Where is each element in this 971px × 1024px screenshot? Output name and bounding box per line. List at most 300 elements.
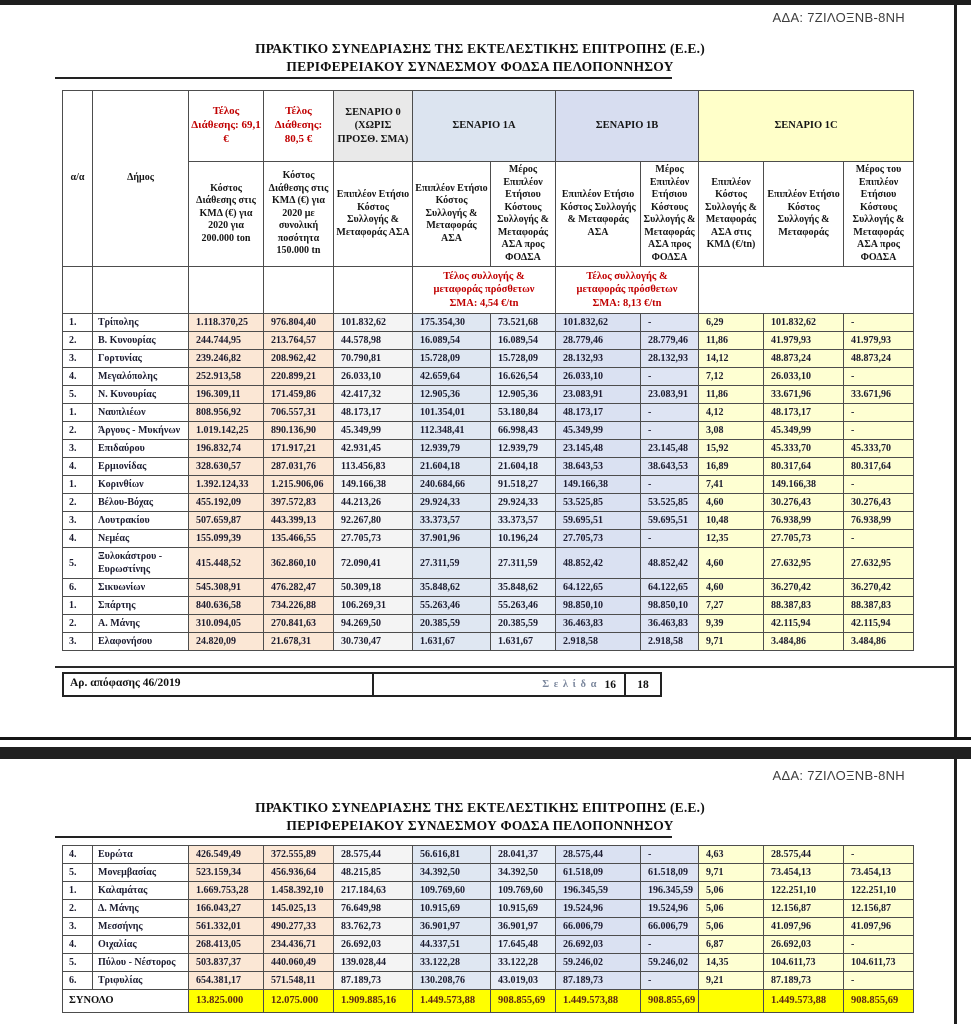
value-cell: 149.166,38 bbox=[556, 476, 641, 494]
value-cell: 33.122,28 bbox=[491, 954, 556, 972]
table-row bbox=[63, 918, 914, 936]
value-cell: 23.083,91 bbox=[556, 386, 641, 404]
scenario-0-label: ΣΕΝΑΡΙΟ 0 (ΧΩΡΙΣ ΠΡΟΣΘ. ΣΜΑ) bbox=[334, 91, 413, 162]
value-cell: 21.604,18 bbox=[491, 458, 556, 476]
value-cell: 239.246,82 bbox=[189, 350, 264, 368]
value-cell: 28.575,44 bbox=[764, 846, 844, 864]
value-cell: 456.936,64 bbox=[264, 864, 334, 882]
value-cell: 14,12 bbox=[699, 350, 764, 368]
col-header-cost-69: Κόστος Διάθεσης στις ΚΜΔ (€) για 2020 για 200.000 ton bbox=[189, 162, 264, 267]
value-cell: 28.132,93 bbox=[556, 350, 641, 368]
page-break-line bbox=[0, 737, 971, 740]
page-word: Σ ε λ ί δ α bbox=[542, 679, 598, 690]
value-cell: 43.019,03 bbox=[491, 972, 556, 990]
value-cell: - bbox=[641, 936, 699, 954]
value-cell: 101.832,62 bbox=[556, 314, 641, 332]
decision-number: Αρ. απόφασης 46/2019 bbox=[64, 674, 374, 695]
value-cell: 15,92 bbox=[699, 440, 764, 458]
value-cell: 23.083,91 bbox=[641, 386, 699, 404]
value-cell: 26.033,10 bbox=[764, 368, 844, 386]
value-cell: 64.122,65 bbox=[556, 579, 641, 597]
ada-code-page2: ΑΔΑ: 7ΖΙΛΟΞΝΒ-8ΝΗ bbox=[772, 768, 905, 783]
value-cell: 19.524,96 bbox=[641, 900, 699, 918]
municipality-name: Λουτρακίου bbox=[93, 512, 189, 530]
value-cell: 38.643,53 bbox=[556, 458, 641, 476]
value-cell: 53.180,84 bbox=[491, 404, 556, 422]
value-cell: 109.769,60 bbox=[491, 882, 556, 900]
table-body-page2 bbox=[63, 846, 914, 1013]
value-cell: 12.156,87 bbox=[844, 900, 914, 918]
value-cell: 33.373,57 bbox=[413, 512, 491, 530]
value-cell: 21.678,31 bbox=[264, 633, 334, 651]
value-cell: 26.033,10 bbox=[556, 368, 641, 386]
row-index: 2. bbox=[63, 422, 93, 440]
table-row bbox=[63, 864, 914, 882]
value-cell: 45.349,99 bbox=[764, 422, 844, 440]
value-cell: 41.979,93 bbox=[764, 332, 844, 350]
value-cell: 27.705,73 bbox=[556, 530, 641, 548]
value-cell: 41.097,96 bbox=[764, 918, 844, 936]
value-cell: 109.769,60 bbox=[413, 882, 491, 900]
value-cell: - bbox=[641, 530, 699, 548]
total-value-cell: 1.449.573,88 bbox=[764, 990, 844, 1013]
value-cell: 26.033,10 bbox=[334, 368, 413, 386]
value-cell: 16,89 bbox=[699, 458, 764, 476]
total-value-cell: 908.855,69 bbox=[491, 990, 556, 1013]
value-cell: 106.269,31 bbox=[334, 597, 413, 615]
value-cell: 26.692,03 bbox=[556, 936, 641, 954]
value-cell: 196.345,59 bbox=[641, 882, 699, 900]
value-cell: 76.938,99 bbox=[764, 512, 844, 530]
value-cell: 33.671,96 bbox=[844, 386, 914, 404]
value-cell: 76.938,99 bbox=[844, 512, 914, 530]
value-cell: 80.317,64 bbox=[764, 458, 844, 476]
table-row bbox=[63, 633, 914, 651]
value-cell: 36.901,97 bbox=[491, 918, 556, 936]
value-cell: 36.463,83 bbox=[556, 615, 641, 633]
value-cell: 101.354,01 bbox=[413, 404, 491, 422]
municipality-name: Μονεμβασίας bbox=[93, 864, 189, 882]
value-cell: - bbox=[844, 936, 914, 954]
row-index: 5. bbox=[63, 548, 93, 579]
table-row bbox=[63, 530, 914, 548]
total-value-cell: 1.449.573,88 bbox=[556, 990, 641, 1013]
value-cell: 11,86 bbox=[699, 386, 764, 404]
value-cell: 48.173,17 bbox=[764, 404, 844, 422]
value-cell: - bbox=[641, 476, 699, 494]
value-cell: 4,60 bbox=[699, 494, 764, 512]
value-cell: 55.263,46 bbox=[491, 597, 556, 615]
value-cell: 122.251,10 bbox=[764, 882, 844, 900]
value-cell: 12.939,79 bbox=[413, 440, 491, 458]
value-cell: 220.899,21 bbox=[264, 368, 334, 386]
value-cell: 440.060,49 bbox=[264, 954, 334, 972]
municipality-name: Τρίπολης bbox=[93, 314, 189, 332]
table-row bbox=[63, 900, 914, 918]
table-row bbox=[63, 494, 914, 512]
table-row bbox=[63, 615, 914, 633]
value-cell: - bbox=[844, 476, 914, 494]
municipality-name: Οιχαλίας bbox=[93, 936, 189, 954]
value-cell: 28.132,93 bbox=[641, 350, 699, 368]
value-cell: 5,06 bbox=[699, 882, 764, 900]
value-cell: 45.349,99 bbox=[334, 422, 413, 440]
value-cell: 17.645,48 bbox=[491, 936, 556, 954]
value-cell: 9,71 bbox=[699, 633, 764, 651]
value-cell: 16.089,54 bbox=[491, 332, 556, 350]
empty-cell bbox=[699, 267, 914, 314]
table-row bbox=[63, 368, 914, 386]
value-cell: 73.521,68 bbox=[491, 314, 556, 332]
costs-table-page2 bbox=[62, 845, 914, 1013]
municipality-name: Κορινθίων bbox=[93, 476, 189, 494]
value-cell: 33.373,57 bbox=[491, 512, 556, 530]
value-cell: 2.918,58 bbox=[641, 633, 699, 651]
total-row bbox=[63, 990, 914, 1013]
value-cell: 87.189,73 bbox=[334, 972, 413, 990]
value-cell: 36.270,42 bbox=[764, 579, 844, 597]
value-cell: 23.145,48 bbox=[556, 440, 641, 458]
value-cell: 38.643,53 bbox=[641, 458, 699, 476]
value-cell: 9,21 bbox=[699, 972, 764, 990]
value-cell: 1.215.906,06 bbox=[264, 476, 334, 494]
empty-cell bbox=[189, 267, 264, 314]
table-row bbox=[63, 386, 914, 404]
value-cell: 808.956,92 bbox=[189, 404, 264, 422]
value-cell: - bbox=[641, 314, 699, 332]
value-cell: 9,39 bbox=[699, 615, 764, 633]
row-index: 3. bbox=[63, 918, 93, 936]
total-row-label: ΣΥΝΟΛΟ bbox=[63, 990, 189, 1013]
value-cell: 26.692,03 bbox=[764, 936, 844, 954]
page2-right-border bbox=[954, 759, 957, 1024]
value-cell: 59.695,51 bbox=[641, 512, 699, 530]
value-cell: 98.850,10 bbox=[556, 597, 641, 615]
municipality-name: Τριφυλίας bbox=[93, 972, 189, 990]
municipality-name: Καλαμάτας bbox=[93, 882, 189, 900]
value-cell: 171.459,86 bbox=[264, 386, 334, 404]
value-cell: 12.905,36 bbox=[491, 386, 556, 404]
value-cell: - bbox=[641, 972, 699, 990]
value-cell: - bbox=[641, 404, 699, 422]
value-cell: 240.684,66 bbox=[413, 476, 491, 494]
value-cell: 28.779,46 bbox=[641, 332, 699, 350]
value-cell: 12.939,79 bbox=[491, 440, 556, 458]
value-cell: 166.043,27 bbox=[189, 900, 264, 918]
costs-table-page1 bbox=[62, 90, 914, 651]
value-cell: 397.572,83 bbox=[264, 494, 334, 512]
value-cell: 66.006,79 bbox=[556, 918, 641, 936]
value-cell: 48.873,24 bbox=[764, 350, 844, 368]
value-cell: 1.392.124,33 bbox=[189, 476, 264, 494]
table-row bbox=[63, 548, 914, 579]
page-indicator bbox=[374, 674, 626, 695]
value-cell: 213.764,57 bbox=[264, 332, 334, 350]
value-cell: 890.136,90 bbox=[264, 422, 334, 440]
table-row bbox=[63, 314, 914, 332]
value-cell: 503.837,37 bbox=[189, 954, 264, 972]
document-title-line1: ΠΡΑΚΤΙΚΟ ΣΥΝΕΔΡΙΑΣΗΣ ΤΗΣ ΕΚΤΕΛΕΣΤΙΚΗΣ ΕΠΙΤΡΟΠΗΣ (Ε.Ε.) bbox=[255, 41, 705, 56]
value-cell: 4,63 bbox=[699, 846, 764, 864]
total-value-cell: 13.825.000 bbox=[189, 990, 264, 1013]
total-value-cell bbox=[699, 990, 764, 1013]
value-cell: 1.631,67 bbox=[491, 633, 556, 651]
value-cell: 15.728,09 bbox=[413, 350, 491, 368]
value-cell: 1.631,67 bbox=[413, 633, 491, 651]
col-header-aa: α/α bbox=[63, 91, 93, 267]
value-cell: 88.387,83 bbox=[764, 597, 844, 615]
value-cell: 34.392,50 bbox=[413, 864, 491, 882]
page1-right-border bbox=[954, 5, 957, 737]
table-row bbox=[63, 936, 914, 954]
value-cell: - bbox=[641, 368, 699, 386]
value-cell: - bbox=[844, 530, 914, 548]
municipality-name: Πύλου - Νέστορος bbox=[93, 954, 189, 972]
value-cell: 3.484,86 bbox=[764, 633, 844, 651]
total-value-cell: 12.075.000 bbox=[264, 990, 334, 1013]
table-row bbox=[63, 882, 914, 900]
value-cell: 28.575,44 bbox=[334, 846, 413, 864]
value-cell: 20.385,59 bbox=[491, 615, 556, 633]
value-cell: 840.636,58 bbox=[189, 597, 264, 615]
value-cell: 11,86 bbox=[699, 332, 764, 350]
value-cell: 34.392,50 bbox=[491, 864, 556, 882]
value-cell: 83.762,73 bbox=[334, 918, 413, 936]
value-cell: 87.189,73 bbox=[556, 972, 641, 990]
value-cell: 149.166,38 bbox=[334, 476, 413, 494]
value-cell: 27.311,59 bbox=[413, 548, 491, 579]
row-index: 1. bbox=[63, 597, 93, 615]
table-row bbox=[63, 476, 914, 494]
municipality-name: Βέλου-Βόχας bbox=[93, 494, 189, 512]
value-cell: - bbox=[844, 404, 914, 422]
value-cell: 33.122,28 bbox=[413, 954, 491, 972]
page1-footer bbox=[62, 672, 662, 697]
sma-fee-row bbox=[63, 267, 914, 314]
page-break-bar bbox=[0, 747, 971, 759]
value-cell: 113.456,83 bbox=[334, 458, 413, 476]
value-cell: 21.604,18 bbox=[413, 458, 491, 476]
value-cell: 122.251,10 bbox=[844, 882, 914, 900]
value-cell: 217.184,63 bbox=[334, 882, 413, 900]
value-cell: 571.548,11 bbox=[264, 972, 334, 990]
value-cell: 42.417,32 bbox=[334, 386, 413, 404]
value-cell: 104.611,73 bbox=[764, 954, 844, 972]
value-cell: 507.659,87 bbox=[189, 512, 264, 530]
col-header-scen1c-share: Μέρος του Επιπλέον Ετήσιου Κόστους Συλλογής & Μεταφοράς ΑΣΑ προς ΦΟΔΣΑ bbox=[844, 162, 914, 267]
row-index: 4. bbox=[63, 368, 93, 386]
value-cell: 415.448,52 bbox=[189, 548, 264, 579]
municipality-name: Α. Μάνης bbox=[93, 615, 189, 633]
scenario-1c-label: ΣΕΝΑΡΙΟ 1C bbox=[699, 91, 914, 162]
value-cell: 48.215,85 bbox=[334, 864, 413, 882]
value-cell: 372.555,89 bbox=[264, 846, 334, 864]
table-row bbox=[63, 597, 914, 615]
value-cell: 92.267,80 bbox=[334, 512, 413, 530]
table-row bbox=[63, 846, 914, 864]
value-cell: 7,12 bbox=[699, 368, 764, 386]
row-index: 2. bbox=[63, 900, 93, 918]
value-cell: 37.901,96 bbox=[413, 530, 491, 548]
row-index: 1. bbox=[63, 314, 93, 332]
value-cell: 48.173,17 bbox=[556, 404, 641, 422]
value-cell: 23.145,48 bbox=[641, 440, 699, 458]
value-cell: 61.518,09 bbox=[641, 864, 699, 882]
value-cell: 29.924,33 bbox=[413, 494, 491, 512]
municipality-name: Β. Κυνουρίας bbox=[93, 332, 189, 350]
value-cell: 7,41 bbox=[699, 476, 764, 494]
col-header-scen1a-cost: Επιπλέον Ετήσιο Κόστος Συλλογής & Μεταφοράς ΑΣΑ bbox=[413, 162, 491, 267]
value-cell: 561.332,01 bbox=[189, 918, 264, 936]
value-cell: 36.463,83 bbox=[641, 615, 699, 633]
municipality-name: Ξυλοκάστρου - Ευρωστίνης bbox=[93, 548, 189, 579]
value-cell: 5,06 bbox=[699, 900, 764, 918]
table-row bbox=[63, 404, 914, 422]
value-cell: 443.399,13 bbox=[264, 512, 334, 530]
value-cell: 44.213,26 bbox=[334, 494, 413, 512]
value-cell: 27.705,73 bbox=[334, 530, 413, 548]
value-cell: 104.611,73 bbox=[844, 954, 914, 972]
disposal-fee-69: Τέλος Διάθεσης: 69,1 € bbox=[189, 91, 264, 162]
value-cell: 244.744,95 bbox=[189, 332, 264, 350]
municipality-name: Μεσσήνης bbox=[93, 918, 189, 936]
value-cell: 171.917,21 bbox=[264, 440, 334, 458]
scenario-1a-label: ΣΕΝΑΡΙΟ 1Α bbox=[413, 91, 556, 162]
table-row bbox=[63, 458, 914, 476]
value-cell: 130.208,76 bbox=[413, 972, 491, 990]
value-cell: 36.270,42 bbox=[844, 579, 914, 597]
value-cell: 42.115,94 bbox=[764, 615, 844, 633]
row-index: 3. bbox=[63, 440, 93, 458]
value-cell: 101.832,62 bbox=[334, 314, 413, 332]
value-cell: 196.309,11 bbox=[189, 386, 264, 404]
municipality-name: Μεγαλόπολης bbox=[93, 368, 189, 386]
value-cell: 4,60 bbox=[699, 548, 764, 579]
value-cell: 27.705,73 bbox=[764, 530, 844, 548]
col-header-scen1b-share: Μέρος Επιπλέον Ετήσιου Κόστους Συλλογής & Μεταφοράς ΑΣΑ προς ΦΟΔΣΑ bbox=[641, 162, 699, 267]
row-index: 6. bbox=[63, 579, 93, 597]
value-cell: 48.873,24 bbox=[844, 350, 914, 368]
value-cell: 426.549,49 bbox=[189, 846, 264, 864]
table-row bbox=[63, 350, 914, 368]
value-cell: 10.915,69 bbox=[413, 900, 491, 918]
row-index: 3. bbox=[63, 633, 93, 651]
value-cell: 91.518,27 bbox=[491, 476, 556, 494]
value-cell: 44.578,98 bbox=[334, 332, 413, 350]
value-cell: 73.454,13 bbox=[764, 864, 844, 882]
value-cell: 208.962,42 bbox=[264, 350, 334, 368]
value-cell: 4,60 bbox=[699, 579, 764, 597]
value-cell: 61.518,09 bbox=[556, 864, 641, 882]
page1-footer-separator bbox=[55, 666, 955, 668]
row-index: 4. bbox=[63, 846, 93, 864]
total-value-cell: 1.449.573,88 bbox=[413, 990, 491, 1013]
col-header-cost-80: Κόστος Διάθεσης στις ΚΜΔ (€) για 2020 με συνολική ποσότητα 150.000 tn bbox=[264, 162, 334, 267]
table-row bbox=[63, 954, 914, 972]
value-cell: 1.118.370,25 bbox=[189, 314, 264, 332]
value-cell: 27.311,59 bbox=[491, 548, 556, 579]
value-cell: 20.385,59 bbox=[413, 615, 491, 633]
row-index: 5. bbox=[63, 864, 93, 882]
value-cell: 234.436,71 bbox=[264, 936, 334, 954]
column-header-row bbox=[63, 162, 914, 267]
value-cell: 66.006,79 bbox=[641, 918, 699, 936]
value-cell: 30.276,43 bbox=[844, 494, 914, 512]
total-value-cell: 908.855,69 bbox=[844, 990, 914, 1013]
value-cell: 53.525,85 bbox=[556, 494, 641, 512]
value-cell: 26.692,03 bbox=[334, 936, 413, 954]
row-index: 1. bbox=[63, 476, 93, 494]
value-cell: 2.918,58 bbox=[556, 633, 641, 651]
value-cell: 155.099,39 bbox=[189, 530, 264, 548]
value-cell: 5,06 bbox=[699, 918, 764, 936]
value-cell: 35.848,62 bbox=[413, 579, 491, 597]
row-index: 1. bbox=[63, 404, 93, 422]
document-title-line1-page2: ΠΡΑΚΤΙΚΟ ΣΥΝΕΔΡΙΑΣΗΣ ΤΗΣ ΕΚΤΕΛΕΣΤΙΚΗΣ ΕΠΙΤΡΟΠΗΣ (Ε.Ε.) bbox=[255, 800, 705, 815]
sma-fee-1a: Τέλος συλλογής & μεταφοράς πρόσθετων ΣΜΑ: 4,54 €/tn bbox=[413, 267, 556, 314]
value-cell: 27.632,95 bbox=[764, 548, 844, 579]
value-cell: 3,08 bbox=[699, 422, 764, 440]
value-cell: 42.931,45 bbox=[334, 440, 413, 458]
value-cell: - bbox=[641, 846, 699, 864]
value-cell: 35.848,62 bbox=[491, 579, 556, 597]
row-index: 2. bbox=[63, 332, 93, 350]
value-cell: 149.166,38 bbox=[764, 476, 844, 494]
value-cell: 28.575,44 bbox=[556, 846, 641, 864]
value-cell: 12.156,87 bbox=[764, 900, 844, 918]
row-index: 3. bbox=[63, 350, 93, 368]
row-index: 2. bbox=[63, 615, 93, 633]
value-cell: 6,29 bbox=[699, 314, 764, 332]
municipality-name: Σπάρτης bbox=[93, 597, 189, 615]
table-row bbox=[63, 512, 914, 530]
municipality-name: Νεμέας bbox=[93, 530, 189, 548]
municipality-name: Ελαφονήσου bbox=[93, 633, 189, 651]
value-cell: 76.649,98 bbox=[334, 900, 413, 918]
value-cell: 41.097,96 bbox=[844, 918, 914, 936]
value-cell: 1.458.392,10 bbox=[264, 882, 334, 900]
total-value-cell: 1.909.885,16 bbox=[334, 990, 413, 1013]
value-cell: 270.841,63 bbox=[264, 615, 334, 633]
value-cell: 56.616,81 bbox=[413, 846, 491, 864]
value-cell: 101.832,62 bbox=[764, 314, 844, 332]
value-cell: 9,71 bbox=[699, 864, 764, 882]
value-cell: 80.317,64 bbox=[844, 458, 914, 476]
value-cell: 1.669.753,28 bbox=[189, 882, 264, 900]
row-index: 4. bbox=[63, 936, 93, 954]
value-cell: 41.979,93 bbox=[844, 332, 914, 350]
value-cell: - bbox=[844, 972, 914, 990]
value-cell: 268.413,05 bbox=[189, 936, 264, 954]
municipality-name: Άργους - Μυκήνων bbox=[93, 422, 189, 440]
value-cell: 55.263,46 bbox=[413, 597, 491, 615]
value-cell: 42.115,94 bbox=[844, 615, 914, 633]
value-cell: 14,35 bbox=[699, 954, 764, 972]
value-cell: 135.466,55 bbox=[264, 530, 334, 548]
document-title-line2-page2: ΠΕΡΙΦΕΡΕΙΑΚΟΥ ΣΥΝΔΕΣΜΟΥ ΦΟΔΣΑ ΠΕΛΟΠΟΝΝΗΣΟΥ bbox=[286, 818, 674, 833]
table-row bbox=[63, 579, 914, 597]
value-cell: 287.031,76 bbox=[264, 458, 334, 476]
value-cell: 59.246,02 bbox=[641, 954, 699, 972]
value-cell: 476.282,47 bbox=[264, 579, 334, 597]
value-cell: 4,12 bbox=[699, 404, 764, 422]
col-header-scen1c-cost: Επιπλέον Ετήσιο Κόστος Συλλογής & Μεταφοράς bbox=[764, 162, 844, 267]
value-cell: 6,87 bbox=[699, 936, 764, 954]
table-row bbox=[63, 972, 914, 990]
value-cell: 48.852,42 bbox=[556, 548, 641, 579]
value-cell: 1.019.142,25 bbox=[189, 422, 264, 440]
row-index: 4. bbox=[63, 458, 93, 476]
